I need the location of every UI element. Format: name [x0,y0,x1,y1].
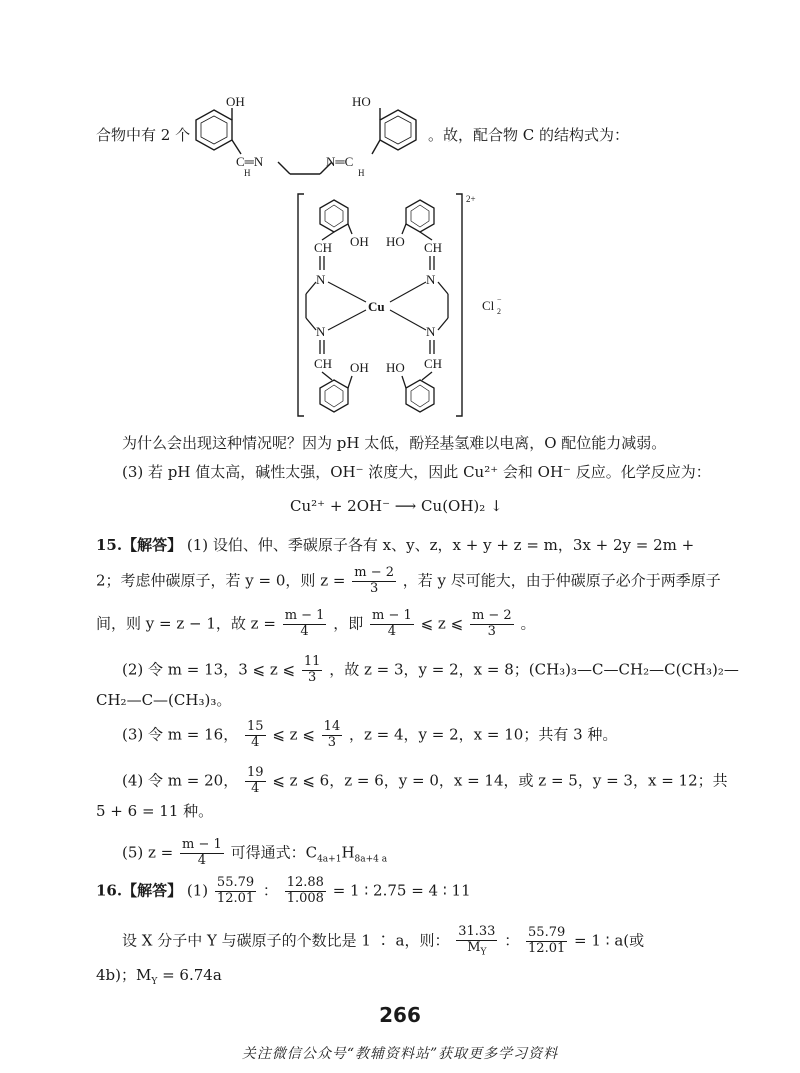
fraction: $\frac{m - 2}{3}$ [471,608,512,639]
cn-label-left: C═N [236,154,264,169]
svg-text:HO: HO [386,234,405,249]
counterion: Cl [482,298,495,313]
intro-suffix: 。故，配合物 C 的结构式为： [428,126,630,144]
page-number: 266 [379,1003,421,1027]
svg-text:−: − [497,295,502,304]
q15-line2: 2；考虑仲碳原子，若 y = 0，则 z = $\frac{m - 2}{3}$ ，若 y 尽可能大，由于仲碳原子必介于两季原子 [96,565,721,596]
nc-label-right: N═C [326,154,354,169]
footer-watermark: 关注微信公众号“教辅资料站”获取更多学习资料 [241,1046,559,1062]
q16-line1: 16.【解答】 (1) $\frac{55.79}{12.01}$ ： $\frac{12.88}{1.008}$ = 1 ∶ 2.75 = 4 ∶ 11 [96,875,471,906]
svg-text:HO: HO [386,360,405,375]
q15-part2-cont: CH₂—C—(CH₃)₃。 [96,691,232,709]
fraction: $\frac{m - 1}{4}$ [372,608,412,639]
charge: 2+ [466,194,476,204]
h-label-left: H [244,168,251,178]
reaction-equation: Cu²⁺ + 2OH⁻ ⟶ Cu(OH)₂ ↓ [290,497,503,515]
q15-part3: (3) 令 m = 16， $\frac{15}{4}$ ⩽ z ⩽ $\frac{14}{3}$ ，z = 4，y = 2，x = 10；共有 3 种。 [122,719,618,750]
complex-structure [296,190,546,422]
h-label-right: H [358,168,365,178]
q16-line2: 设 X 分子中 Y 与碳原子的个数比是 1 ∶ a，则： $\frac{31.33}{M_Y}$ ： $\frac{55.79}{12.01}$ = 1 ∶ a(或 [122,924,645,958]
svg-text:2: 2 [497,307,501,316]
q16-label: 16.【解答】 [96,881,183,900]
svg-text:OH: OH [350,234,369,249]
fraction: $\frac{55.79}{12.01}$ [216,875,255,906]
svg-text:N: N [426,272,436,287]
explanation-para: 为什么会出现这种情况呢？因为 pH 太低，酚羟基氢难以电离，O 配位能力减弱。 [122,434,667,452]
part3-para: (3) 若 pH 值太高，碱性太强，OH⁻ 浓度大，因此 Cu²⁺ 会和 OH⁻ 反应。化学反应为： [122,463,711,481]
svg-text:N: N [316,324,326,339]
ligand-structure [186,86,426,178]
q15-part2: (2) 令 m = 13，3 ⩽ z ⩽ $\frac{11}{3}$ ，故 z = 3，y = 2，x = 8；(CH₃)₃—C—CH₂—C(CH₃)₂— [122,654,739,685]
intro-prefix: 合物中有 2 个 [96,126,191,144]
fraction: $\frac{55.79}{12.01}$ [528,925,566,956]
svg-text:CH: CH [424,356,443,371]
q15-part4-cont: 5 + 6 = 11 种。 [96,802,214,820]
svg-text:CH: CH [314,240,333,255]
fraction: $\frac{15}{4}$ [246,719,264,750]
fraction: $\frac{m - 1}{4}$ [284,608,325,639]
ho-label-right: HO [352,94,371,109]
svg-text:N: N [426,324,436,339]
fraction: $\frac{31.33}{M_Y}$ [458,924,496,958]
oh-label-left: OH [226,94,245,109]
q15-label: 15.【解答】 [96,536,183,554]
fraction: $\frac{14}{3}$ [323,719,341,750]
q15-line3: 间，则 y = z − 1，故 z = $\frac{m - 1}{4}$ ，即 $\frac{m - 1}{4}$ ⩽ z ⩽ $\frac{m - 2}{3}$ 。 [96,608,536,639]
q15-part5: (5) z = $\frac{m - 1}{4}$ 可得通式：$C_{4a+1}H_{8a+4 a}$ [122,837,388,868]
svg-text:OH: OH [350,360,369,375]
fraction: $\frac{m - 1}{4}$ [182,837,222,868]
svg-text:N: N [316,272,326,287]
q15-line1: 15.【解答】 (1) 设伯、仲、季碳原子各有 x、y、z，x + y + z = m，3x + 2y = 2m + [96,536,695,554]
fraction: $\frac{19}{4}$ [246,765,264,796]
fraction: $\frac{12.88}{1.008}$ [286,875,324,906]
q15-part4: (4) 令 m = 20， $\frac{19}{4}$ ⩽ z ⩽ 6，z = 6，y = 0，x = 14，或 z = 5，y = 3，x = 12；共 [122,765,728,796]
right-bracket [456,194,462,416]
left-bracket [298,194,304,416]
svg-text:CH: CH [424,240,443,255]
fraction: $\frac{m - 2}{3}$ [354,565,394,596]
svg-text:CH: CH [314,356,333,371]
fraction: $\frac{11}{3}$ [303,654,321,685]
metal-center: Cu [368,299,385,314]
q16-line3: 4b)；$M_Y = 6.74a$ [96,966,222,987]
